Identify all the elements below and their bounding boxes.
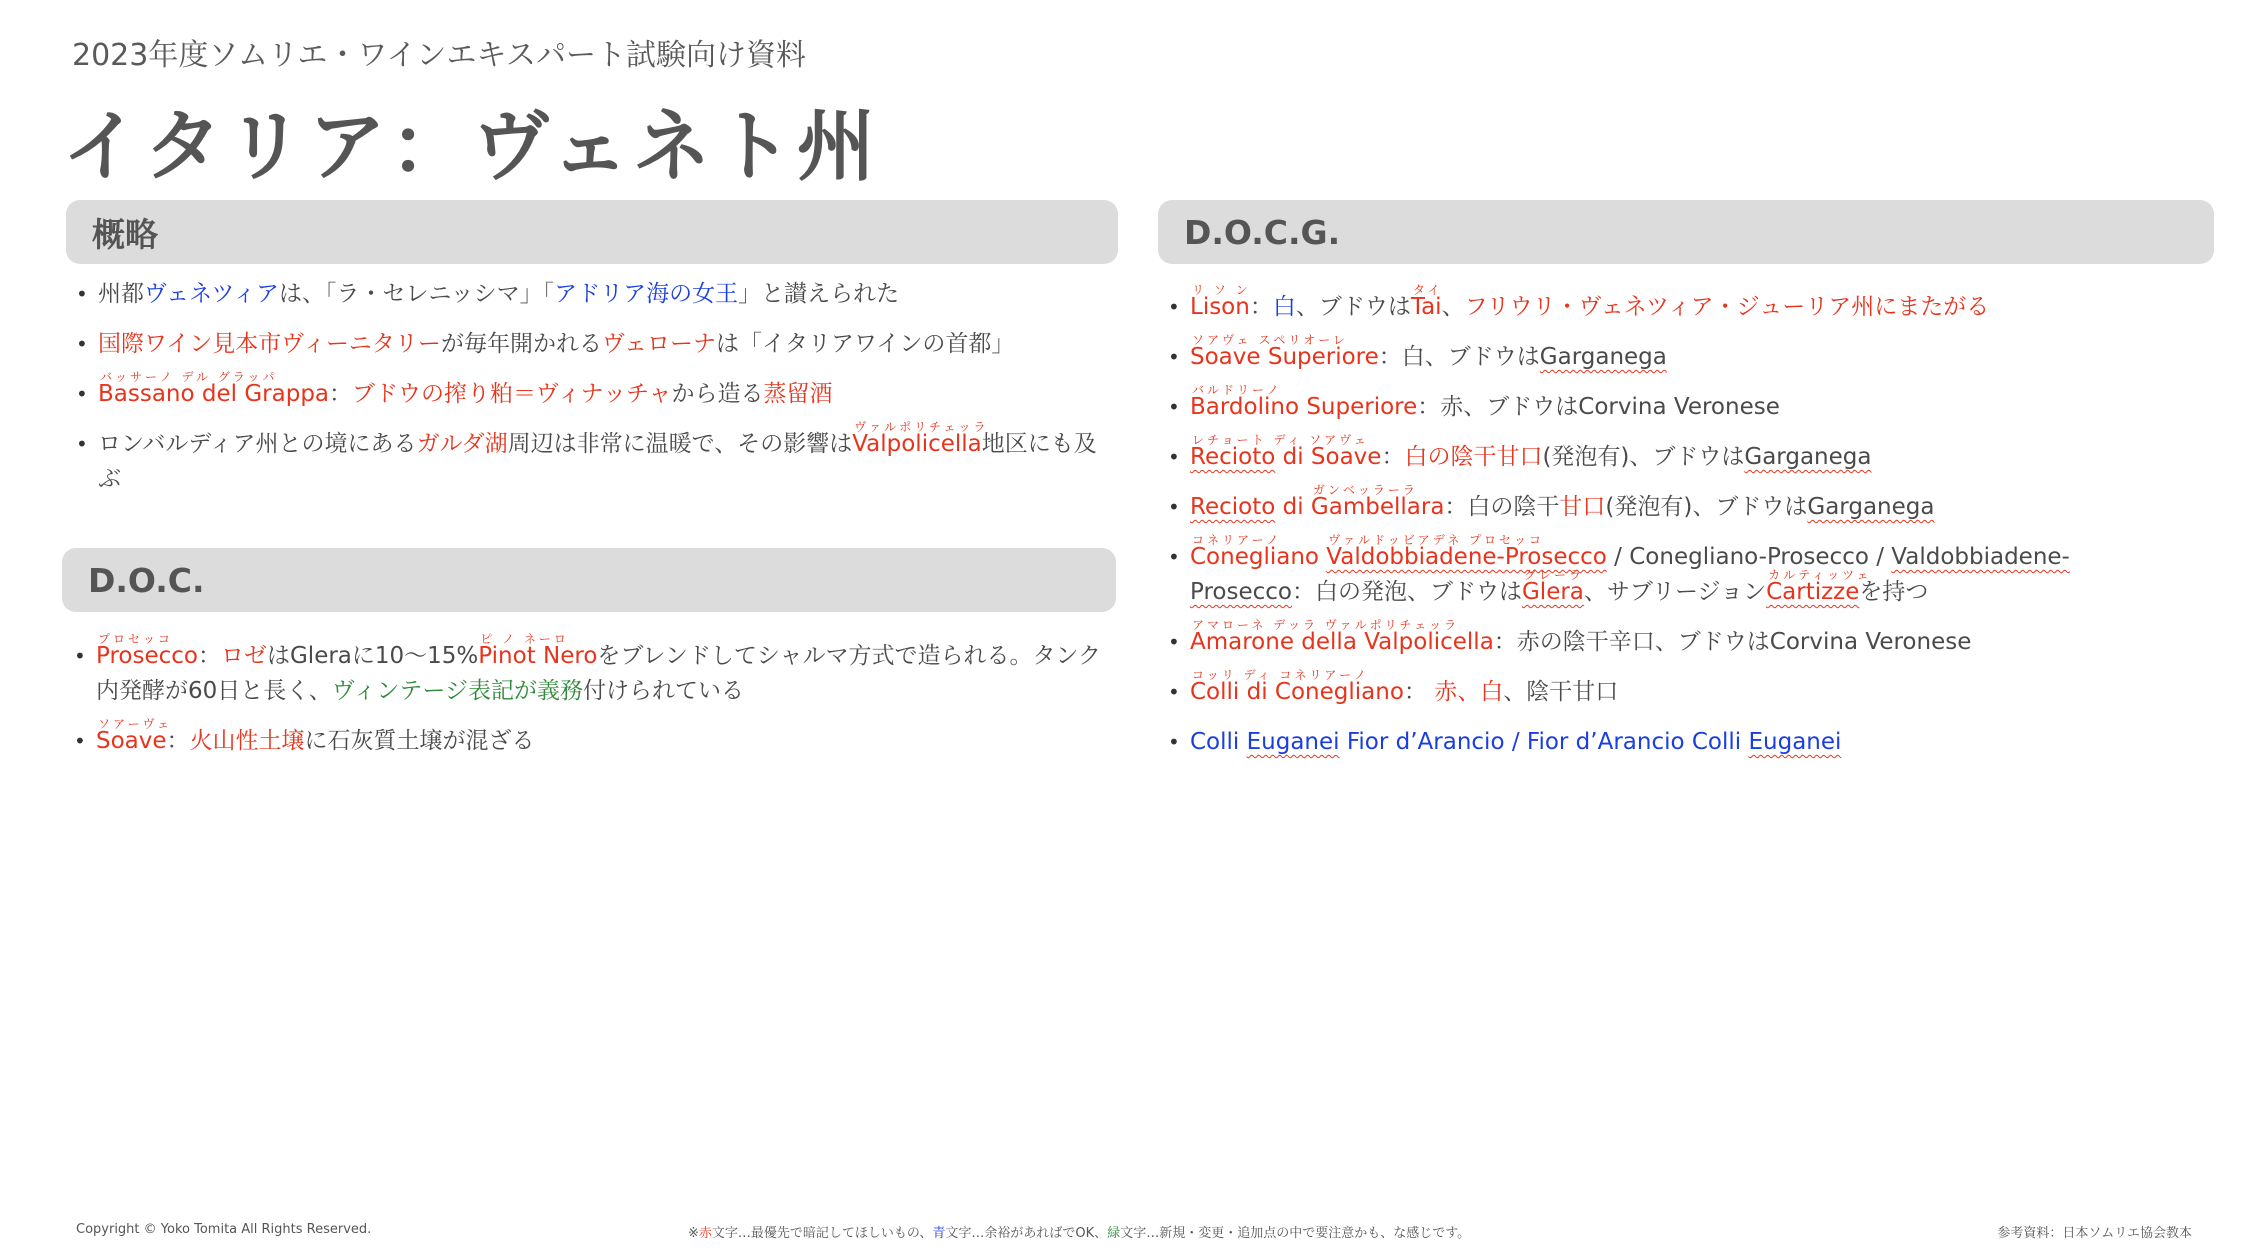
text-segment: をブレンドしてシャルマ方式で造られる。タンク内発酵が60日と長く、 [96, 643, 1102, 704]
text-segment: ：白、ブドウは [1378, 344, 1540, 370]
text-segment: ：赤、ブドウはCorvina Veronese [1417, 394, 1780, 420]
highlight-text: 甘口 [1559, 494, 1606, 520]
highlight-text: 国際ワイン見本市ヴィーニタリー [98, 331, 441, 357]
text-segment: を持つ [1859, 579, 1929, 605]
term-text: Cartizze [1766, 579, 1860, 605]
doc-header [62, 548, 1116, 612]
text-segment: ：白の陰干 [1444, 494, 1560, 520]
list-item [76, 327, 1106, 362]
ruby-reading: ピ ノ ネーロ [480, 632, 569, 646]
highlight-text: Euganei [1748, 729, 1842, 755]
page-title: イタリア：ヴェネト州 [62, 102, 879, 192]
term-with-reading [1190, 533, 1319, 575]
ruby-reading: • ソアーヴェ [98, 717, 173, 731]
text-segment: が毎年開かれる [440, 331, 602, 357]
highlight-text: 青 [932, 1226, 946, 1241]
text-segment: / Conegliano-Prosecco / [1606, 544, 1892, 570]
term-with-reading [1190, 333, 1379, 375]
text-segment: Garganega [1807, 494, 1935, 520]
term-text: Amarone della Valpolicella [1190, 629, 1494, 655]
term-with-reading [1766, 568, 1872, 610]
text-segment: から造る [671, 381, 764, 407]
footer-legend [688, 1222, 1470, 1241]
ruby-reading: ガンベッラーラ [1312, 483, 1418, 497]
text-segment: 文字…新規・変更・追加点の中で要注意かも、な感じです。 [1120, 1226, 1471, 1241]
text-segment: 付けられている [582, 678, 744, 704]
list-item [1168, 333, 2186, 375]
highlight-text: Colli [1190, 729, 1247, 755]
ruby-reading: ヴァルドッビアデネ プロセッコ [1328, 533, 1545, 547]
term-with-reading [1190, 668, 1404, 710]
highlight-text: 白 [1272, 294, 1296, 320]
term-with-reading [1190, 283, 1251, 325]
ruby-reading: タイ [1412, 283, 1443, 297]
highlight-text: フリウリ・ヴェネツィア・ジューリア州にまたがる [1464, 294, 1990, 320]
highlight-text: di Soave [1275, 444, 1382, 470]
highlight-text: di [1275, 494, 1311, 520]
ruby-reading: • プロセッコ [98, 632, 174, 646]
highlight-text: ロゼ [220, 643, 267, 669]
highlight-text: Fior d’Arancio / Fior d’Arancio Colli [1339, 729, 1749, 755]
text-segment: ： [1403, 679, 1435, 705]
text-segment: 、ブドウは [1295, 294, 1411, 320]
term-text: Recioto [1190, 444, 1276, 470]
text-segment: ※ [688, 1226, 699, 1241]
term-text: Soave Superiore [1190, 344, 1379, 370]
text-segment: ： [166, 728, 190, 754]
text-segment: 文字…余裕があればでOK、 [945, 1226, 1108, 1241]
text-segment: 州都 [98, 281, 144, 307]
list-item [1168, 383, 2186, 425]
text-segment: ： [197, 643, 221, 669]
docg-heading: D.O.C.G. [1184, 212, 1341, 252]
text-segment: 、 [1441, 294, 1465, 320]
highlight-text: 赤、白 [1434, 679, 1504, 705]
text-segment: 、陰干甘口 [1503, 679, 1619, 705]
ruby-reading: • コネリアーノ [1192, 533, 1282, 547]
text-segment: は「イタリアワインの首都」 [716, 331, 1015, 357]
overview-list [76, 277, 1106, 497]
list-item [74, 632, 1104, 709]
highlight-text: Recioto [1190, 494, 1276, 520]
text-segment: 、サブリージョン [1583, 579, 1767, 605]
ruby-reading: • リ ソ ン [1192, 283, 1251, 297]
term-text: Pinot Nero [478, 643, 598, 669]
term-text: Conegliano [1190, 544, 1319, 570]
text-segment: 地区にも及ぶ [98, 431, 1097, 492]
footer-reference: 参考資料：日本ソムリエ協会教本 [1997, 1226, 2192, 1241]
ruby-reading: ヴァルポリチェッラ [854, 420, 989, 434]
text-segment: ：白の発泡、ブドウは [1291, 579, 1522, 605]
list-item [76, 420, 1106, 497]
text-segment: ロンバルディア州との境にある [98, 431, 417, 457]
doc-heading: D.O.C. [88, 560, 205, 600]
list-item [1168, 618, 2186, 660]
ruby-reading: • レチョート ディ ソアヴェ [1192, 433, 1369, 447]
text-segment: Garganega [1539, 344, 1667, 370]
term-with-reading [478, 632, 598, 674]
text-segment: 」と讃えられた [738, 281, 900, 307]
highlight-text: ヴィンテージ表記が義務 [331, 678, 583, 704]
term-text: Valpolicella [852, 431, 982, 457]
term-text: Bardolino Superiore [1190, 394, 1418, 420]
term-with-reading [96, 632, 198, 674]
highlight-text: 赤 [698, 1226, 712, 1241]
text-segment: (発泡有)、ブドウは [1542, 444, 1745, 470]
term-with-reading [1310, 483, 1445, 525]
term-text: Valdobbiadene-Prosecco [1326, 544, 1607, 570]
list-item [1168, 433, 2186, 475]
ruby-reading: • バルドリーノ [1192, 383, 1282, 397]
list-item [76, 370, 1106, 412]
list-item [1168, 668, 2186, 710]
list-item [1168, 483, 2186, 525]
highlight-text: 白の陰干甘口 [1404, 444, 1543, 470]
page-subtitle: 2023年度ソムリエ・ワインエキスパート試験向け資料 [72, 38, 806, 73]
text-segment: ：赤の陰干辛口、ブドウはCorvina Veronese [1493, 629, 1972, 655]
text-segment: はGleraに10〜15% [266, 643, 479, 669]
term-text: Prosecco [96, 643, 198, 669]
term-with-reading [1190, 383, 1418, 425]
text-segment: 周辺は非常に温暖で、その影響は [507, 431, 853, 457]
highlight-text: 蒸留酒 [763, 381, 833, 407]
overview-header [66, 200, 1118, 264]
ruby-reading: • バッサーノ デル グラッパ [100, 370, 278, 384]
footer-copyright: Copyright © Yoko Tomita All Rights Reserved. [76, 1222, 372, 1237]
highlight-text: アドリア海の女王 [554, 281, 739, 307]
term-text: Bassano del Grappa [98, 381, 330, 407]
highlight-text: ブドウの搾り粕＝ヴィナッチャ [352, 381, 672, 407]
list-item [1168, 725, 2186, 760]
term-with-reading [1521, 568, 1584, 610]
text-segment [1319, 544, 1326, 570]
term-text: Lison [1190, 294, 1250, 320]
highlight-text: Euganei [1246, 729, 1340, 755]
highlight-text: 火山性土壌 [189, 728, 305, 754]
term-text: Soave [96, 728, 167, 754]
text-segment: Valdobbiadene-Prosecco [1190, 544, 2070, 605]
term-with-reading [852, 420, 989, 462]
ruby-reading: • ソアヴェ スペリオーレ [1192, 333, 1348, 347]
term-text: Gambellara [1310, 494, 1445, 520]
text-segment: ： [329, 381, 353, 407]
term-text: Colli di Conegliano [1190, 679, 1404, 705]
text-segment: に石灰質土壌が混ざる [304, 728, 535, 754]
ruby-reading: • コッリ ディ コネリアーノ [1192, 668, 1369, 682]
term-with-reading [1190, 618, 1494, 660]
list-item [76, 277, 1106, 312]
text-segment: ： [1249, 294, 1273, 320]
doc-list [74, 632, 1104, 759]
highlight-text: 緑 [1107, 1226, 1121, 1241]
docg-list [1168, 283, 2186, 760]
text-segment: 文字…最優先で暗記してほしいもの、 [711, 1226, 933, 1241]
docg-header [1158, 200, 2214, 264]
text-segment: は、「ラ・セレニッシマ」「 [279, 281, 555, 307]
list-item [1168, 533, 2186, 610]
highlight-text: ヴェネツィア [144, 281, 280, 307]
highlight-text: ヴェローナ [601, 331, 717, 357]
term-with-reading [1410, 283, 1443, 325]
text-segment: (発泡有)、ブドウは [1605, 494, 1808, 520]
term-text: Glera [1521, 579, 1584, 605]
overview-heading: 概略 [92, 214, 158, 254]
term-with-reading [98, 370, 330, 412]
text-segment: ： [1381, 444, 1405, 470]
highlight-text: ガルダ湖 [416, 431, 508, 457]
text-segment: Garganega [1744, 444, 1872, 470]
list-item [74, 717, 1104, 759]
ruby-reading: • アマローネ デッラ ヴァルポリチェッラ [1192, 618, 1460, 632]
ruby-reading: カルティッツェ [1768, 568, 1872, 582]
term-with-reading [96, 717, 173, 759]
term-text: Tai [1410, 294, 1442, 320]
list-item [1168, 283, 2186, 325]
ruby-reading: グレーラ [1523, 568, 1584, 582]
